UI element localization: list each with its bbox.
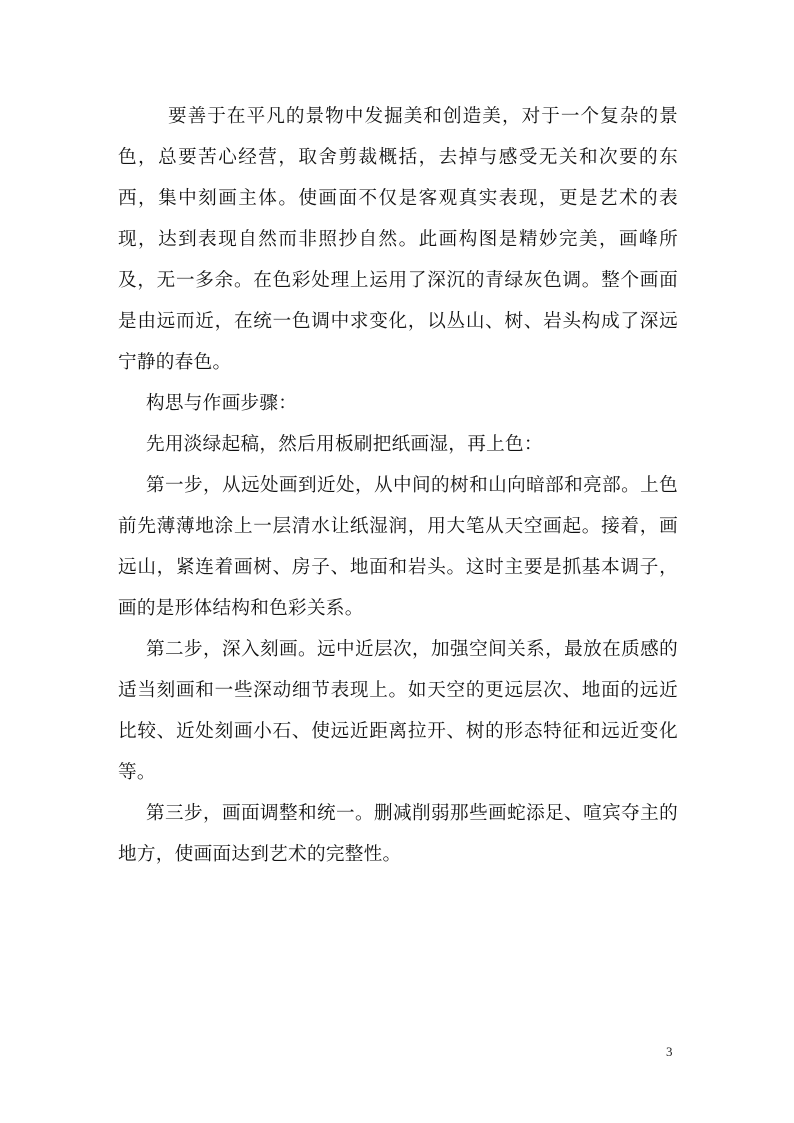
page-number: 3 [666, 1044, 673, 1059]
paragraph-step-one: 第一步，从远处画到近处，从中间的树和山向暗部和亮部。上色前先薄薄地涂上一层清水让纸湿润，用大笔从天空画起。接着，画远山，紧连着画树、房子、地面和岩头。这时主要是抓基本调子，画的是形体结构和色彩关系。 [118, 475, 678, 619]
body-text [118, 96, 678, 875]
paragraph-intro: 要善于在平凡的景物中发掘美和创造美，对于一个复杂的景色，总要苦心经营，取舍剪裁概括，去掉与感受无关和次要的东西，集中刻画主体。使画面不仅是客观真实表现，更是艺术的表现，达到表现自然而非照抄自然。此画构图是精妙完美，画峰所及，无一多余。在色彩处理上运用了深沉的青绿灰色调。整个画面是由远而近，在统一色调中求变化，以丛山、树、岩头构成了深远宁静的春色。 [118, 106, 678, 373]
paragraph-step-three: 第三步，画面调整和统一。删减削弱那些画蛇添足、喧宾夺主的地方，使画面达到艺术的完整性。 [118, 803, 678, 865]
paragraph-steps-heading: 构思与作画步骤： [146, 393, 298, 414]
paragraph-step-two: 第二步，深入刻画。远中近层次，加强空间关系，最放在质感的适当刻画和一些深动细节表现上。如天空的更远层次、地面的远近比较、近处刻画小石、使远近距离拉开、树的形态特征和远近变化等。 [118, 639, 678, 783]
paragraph-sketch: 先用淡绿起稿，然后用板刷把纸画湿，再上色： [146, 434, 543, 455]
